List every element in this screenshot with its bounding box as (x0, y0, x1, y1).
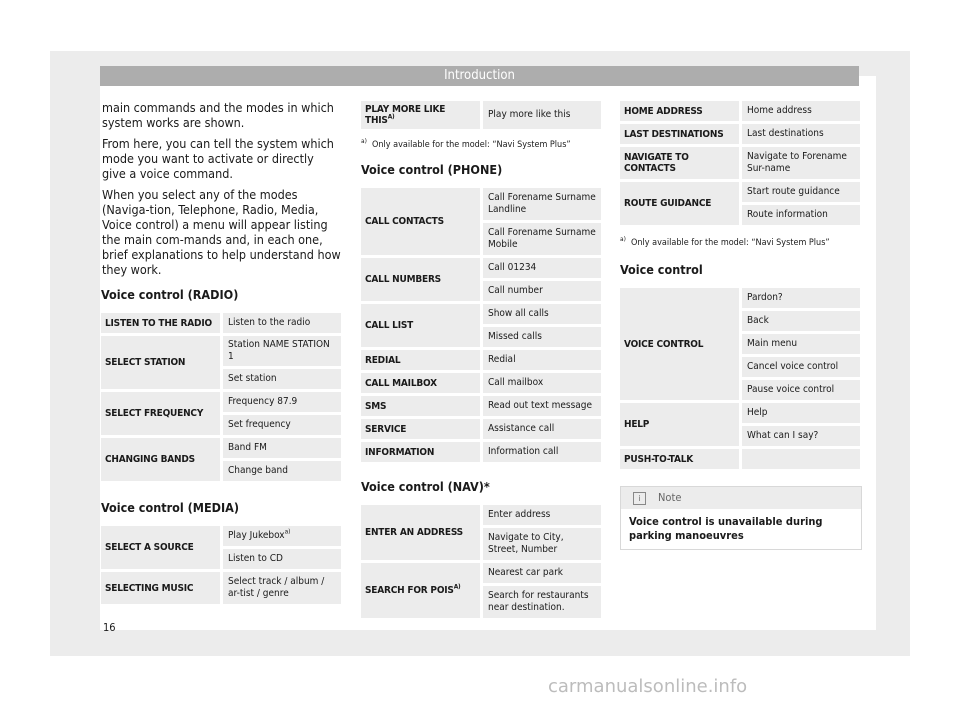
table-row (620, 403, 860, 423)
command-value: Help (739, 403, 860, 423)
table-row (620, 182, 860, 202)
page-number: 16 (103, 621, 116, 634)
command-key: PLAY MORE LIKE $THIS^{A)}$ (361, 101, 480, 129)
command-key: CALL MAILBOX (361, 373, 480, 393)
column-right (620, 100, 860, 550)
command-key: INFORMATION (361, 442, 480, 462)
table-row (101, 392, 341, 412)
command-key: ROUTE GUIDANCE (620, 182, 739, 225)
command-key: CALL NUMBERS (361, 258, 480, 301)
table-row (361, 373, 601, 393)
command-value: Assistance call (480, 419, 601, 439)
table-row (620, 449, 860, 469)
command-value: Last destinations (739, 124, 860, 144)
table-row (620, 288, 860, 308)
watermark-text: carmanualsonline.info (548, 676, 748, 697)
nav-command-table (361, 502, 601, 621)
table-row (101, 438, 341, 458)
command-value (739, 449, 860, 469)
command-value: Pardon? (739, 288, 860, 308)
command-key: SELECT A SOURCE (101, 526, 220, 569)
note-header (621, 487, 861, 509)
command-key: NAVIGATE TO CONTACTS (620, 147, 739, 179)
column-middle (361, 100, 601, 621)
command-value: Cancel voice control (739, 357, 860, 377)
command-value: Station NAME STATION 1 (220, 336, 341, 366)
column-left (101, 100, 341, 607)
command-value: Frequency 87.9 (220, 392, 341, 412)
command-key: SELECT FREQUENCY (101, 392, 220, 435)
table-row (361, 101, 601, 129)
phone-section-title: Voice control (PHONE) (361, 162, 503, 177)
command-value: Change band (220, 461, 341, 481)
note-text: Voice control is unavailable during parking manoeuvres (629, 515, 823, 542)
command-value: Set station (220, 369, 341, 389)
command-value: Select track / album / ar-tist / genre (220, 572, 341, 604)
command-value: Missed calls (480, 327, 601, 347)
playmore-command-table (361, 98, 601, 132)
command-key: SELECTING MUSIC (101, 572, 220, 604)
command-value: Call number (480, 281, 601, 301)
radio-command-table (101, 310, 341, 484)
command-value: Call Forename Surname Mobile (480, 223, 601, 255)
command-key: PUSH-TO-TALK (620, 449, 739, 469)
command-value: Play Jukebox$^{a)}$ (220, 526, 341, 546)
note-box (620, 486, 862, 550)
table-row (361, 419, 601, 439)
command-value: Band FM (220, 438, 341, 458)
command-value: Back (739, 311, 860, 331)
voice-command-table (620, 285, 860, 472)
command-key: HOME ADDRESS (620, 101, 739, 121)
header-title: Introduction (444, 68, 515, 83)
command-value: Nearest car park (480, 563, 601, 583)
command-value: Search for restaurants near destination. (480, 586, 601, 618)
command-key: SELECT STATION (101, 336, 220, 389)
command-value: Navigate to City, Street, Number (480, 528, 601, 560)
command-value: Route information (739, 205, 860, 225)
page-header (100, 66, 859, 86)
command-key: REDIAL (361, 350, 480, 370)
command-value: Call Forename Surname Landline (480, 188, 601, 220)
command-key: SEARCH FOR $POIS^{A)}$ (361, 563, 480, 618)
footnote: $^{a)}$ Only available for the model: “Navi System Plus” (361, 137, 571, 150)
command-key: LISTEN TO THE RADIO (101, 313, 220, 333)
command-key: CALL CONTACTS (361, 188, 480, 255)
radio-section-title: Voice control (RADIO) (101, 287, 239, 302)
command-value: Set frequency (220, 415, 341, 435)
command-key: SERVICE (361, 419, 480, 439)
nav-section-title: Voice control (NAV)* (361, 479, 490, 494)
command-value: Listen to the radio (220, 313, 341, 333)
table-row (361, 258, 601, 278)
media-command-table (101, 523, 341, 607)
intro-paragraph-2: From here, you can tell the system which mode you want to activate or directly give a voice command. (102, 136, 334, 181)
command-value: Home address (739, 101, 860, 121)
table-row (620, 147, 860, 179)
table-row (361, 396, 601, 416)
command-key: HELP (620, 403, 739, 446)
command-key: SMS (361, 396, 480, 416)
command-value: Call mailbox (480, 373, 601, 393)
info-icon: i (633, 492, 646, 505)
intro-paragraph-1: main commands and the modes in which system works are shown. (102, 100, 334, 130)
command-value: Enter address (480, 505, 601, 525)
command-value: Navigate to Forename Sur-name (739, 147, 860, 179)
command-key: ENTER AN ADDRESS (361, 505, 480, 560)
command-key: VOICE CONTROL (620, 288, 739, 400)
table-row (361, 563, 601, 583)
table-row (361, 304, 601, 324)
table-row (101, 313, 341, 333)
note-label: Note (658, 491, 682, 504)
command-value: Listen to CD (220, 549, 341, 569)
command-value: Call 01234 (480, 258, 601, 278)
intro-paragraph-3: When you select any of the modes (Naviga-tion, Telephone, Radio, Media, Voice control) a menu will appear listing the main com-mands and, in each one, brief explanations to help understand how they work. (102, 187, 341, 277)
command-value: Redial (480, 350, 601, 370)
command-value: Start route guidance (739, 182, 860, 202)
table-row (101, 572, 341, 604)
command-value: What can I say? (739, 426, 860, 446)
table-row (620, 124, 860, 144)
command-value: Read out text message (480, 396, 601, 416)
command-key: CHANGING BANDS (101, 438, 220, 481)
media-section-title: Voice control (MEDIA) (101, 500, 240, 515)
table-row (361, 505, 601, 525)
table-row (101, 336, 341, 366)
table-row (361, 442, 601, 462)
command-key: LAST DESTINATIONS (620, 124, 739, 144)
command-value: Show all calls (480, 304, 601, 324)
footnote: $^{a)}$ Only available for the model: “Navi System Plus” (620, 235, 830, 248)
command-value: Pause voice control (739, 380, 860, 400)
command-value: Play more like this (480, 101, 601, 129)
command-key: CALL LIST (361, 304, 480, 347)
table-row (361, 188, 601, 220)
command-value: Information call (480, 442, 601, 462)
table-row (361, 350, 601, 370)
voice-section-title: Voice control (620, 262, 703, 277)
table-row (101, 526, 341, 546)
table-row (620, 101, 860, 121)
nav2-command-table (620, 98, 860, 228)
phone-command-table (361, 185, 601, 465)
command-value: Main menu (739, 334, 860, 354)
